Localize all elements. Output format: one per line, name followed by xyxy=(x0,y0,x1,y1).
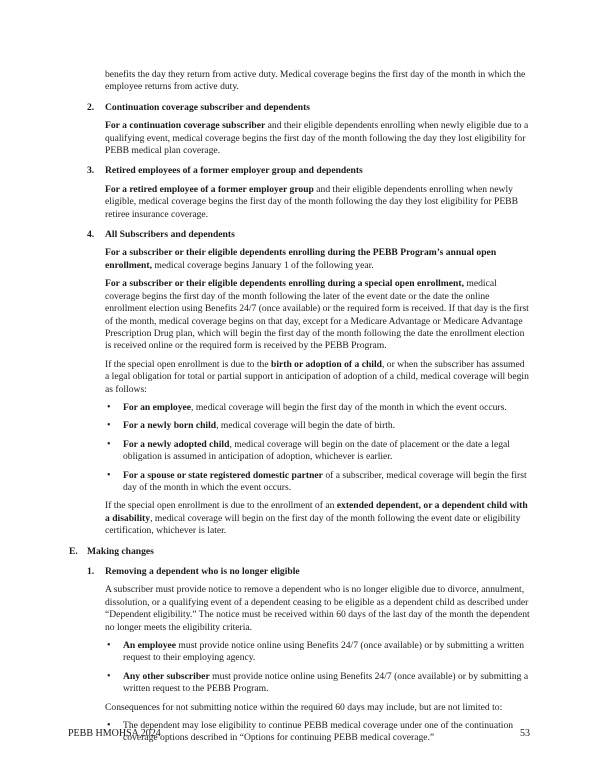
item-2-text: and their eligible dependents enrolling when newly eligible due to a qualifying event, medical coverage begins the first day of the month following the day they lost eligibility for PEBB medical plan coverage. xyxy=(105,120,529,157)
item-3-text: and their eligible dependents enrolling when newly eligible, medical coverage begins the first day of the month following the day they lost eligibility for PEBB retiree insurance coverage. xyxy=(105,183,518,220)
bullet-text: The dependent may lose eligibility to continue PEBB medical coverage under one of the continuation coverage options described in “Options for continuing PEBB medical coverage.” xyxy=(123,720,514,744)
section-e-1-title: Removing a dependent who is no longer eligible xyxy=(105,566,300,577)
section-e-1-number: 1. xyxy=(87,566,95,577)
item-4-p2-text: medical coverage begins the first day of the month following the later of the event date or the date the online enrollment election using Benefits 24/7 (once available) or the required form is received. If that day is the first of the month, medical coverage begins on that day, except for a Medicare Advantage or Medicare Advantage Prescription Drug plan, which will begin the first day of the month following the date the enrollment election is received online or the required form is received by the PEBB Program. xyxy=(105,278,529,352)
list-item xyxy=(105,439,530,464)
bullet-bold: For a newly adopted child xyxy=(123,438,230,450)
item-4-p3-pre: If the special open enrollment is due to the xyxy=(105,358,271,370)
item-4-p3-bold: birth or adoption of a child xyxy=(270,358,382,370)
section-e-consequence-list xyxy=(105,720,530,745)
page-number: 53 xyxy=(520,728,530,739)
item-2-number: 2. xyxy=(87,101,95,113)
item-2-bold: For a continuation coverage subscriber xyxy=(105,120,266,132)
item-3-number: 3. xyxy=(87,165,95,177)
item-4-special-enrollment xyxy=(105,278,530,352)
section-e-1-paragraph: A subscriber must provide notice to remove a dependent who is no longer eligible due to divorce, annulment, dissolution, or a qualifying event of a dependent ceasing to be eligible as a dependent child as described under “Dependent eligibility.” The notice must be received within 60 days of the last day of the month the dependent no longer meets the eligibility criteria. xyxy=(105,584,530,633)
bullet-bold: An employee xyxy=(123,640,177,652)
item-4-p4-bold: extended dependent, or a dependent child with a disability xyxy=(105,500,528,524)
item-2-heading xyxy=(68,102,530,114)
bullet-bold: Any other subscriber xyxy=(123,670,210,682)
bullet-icon: • xyxy=(107,720,111,732)
item-4-extended-dependent xyxy=(105,500,530,537)
section-e-consequences: Consequences for not submitting notice within the required 60 days may include, but are not limited to: xyxy=(105,701,503,713)
top-paragraph: benefits the day they return from active duty. Medical coverage begins the first day of the month in which the employee returns from active duty. xyxy=(105,69,526,93)
item-2-paragraph xyxy=(105,120,530,157)
list-item xyxy=(105,402,530,414)
bullet-icon: • xyxy=(107,420,111,432)
bullet-text: , medical coverage will begin on the date of placement or the date a legal obligation is assumed in anticipation of adoption, whichever is earlier. xyxy=(123,438,510,463)
item-2-title: Continuation coverage subscriber and dependents xyxy=(105,101,311,113)
section-e-bullet-list xyxy=(105,640,530,696)
item-3-paragraph xyxy=(105,184,530,221)
bullet-icon: • xyxy=(107,670,111,682)
footer-document-title: PEBB HMOHSA 2024 xyxy=(68,728,161,739)
item-4-p4-text: , medical coverage will begin on the first day of the month following the event date or eligibility certification, whichever is later. xyxy=(105,512,521,537)
item-3-heading xyxy=(68,165,530,177)
bullet-text: , medical coverage will begin the date of birth. xyxy=(216,420,396,432)
item-4-p1-bold: For a subscriber or their eligible dependents enrolling during the PEBB Program’s annual open enrollment, xyxy=(105,247,497,271)
bullet-text: , medical coverage will begin the first day of the month in which the event occurs. xyxy=(191,401,507,413)
bullet-icon: • xyxy=(107,469,111,481)
list-item xyxy=(105,420,530,432)
section-e-heading xyxy=(68,546,530,558)
item-4-p2-bold: For a subscriber or their eligible dependents enrolling during a special open enrollment, xyxy=(105,278,464,290)
item-3-title: Retired employees of a former employer group and dependents xyxy=(105,165,363,177)
bullet-icon: • xyxy=(107,438,111,450)
bullet-text: must provide notice online using Benefits 24/7 (once available) or by submitting a written request to their employing agency. xyxy=(123,640,524,664)
section-e-title: Making changes xyxy=(87,545,154,557)
item-4-birth-adoption xyxy=(105,359,530,396)
list-item xyxy=(105,640,530,665)
bullet-text: must provide notice online using Benefits 24/7 (once available) or by submitting a written request to the PEBB Program. xyxy=(123,670,529,695)
bullet-text: of a subscriber, medical coverage will begin the first day of the month in which the event occurs. xyxy=(123,469,527,493)
item-4-number: 4. xyxy=(87,229,95,241)
bullet-bold: For a newly born child xyxy=(123,420,217,432)
section-e-1-heading xyxy=(68,566,530,578)
bullet-bold: For an employee xyxy=(123,401,192,413)
item-4-p3-text: , or when the subscriber has assumed a legal obligation for total or partial support in anticipation of adoption of a child, medical coverage will begin as follows: xyxy=(105,358,529,395)
list-item xyxy=(105,671,530,696)
item-4-heading xyxy=(68,229,530,241)
list-item xyxy=(105,720,530,745)
item-4-bullet-list xyxy=(105,402,530,494)
item-4-p1-text: medical coverage begins January 1 of the following year. xyxy=(152,259,374,271)
item-4-open-enrollment xyxy=(105,247,530,272)
item-4-p4-pre: If the special open enrollment is due to the enrollment of an xyxy=(105,500,337,512)
page-content xyxy=(68,69,530,745)
bullet-icon: • xyxy=(107,401,111,413)
bullet-bold: For a spouse or state registered domestic partner xyxy=(123,469,323,481)
item-3-bold: For a retired employee of a former employer group xyxy=(105,183,314,195)
bullet-icon: • xyxy=(107,640,111,652)
item-4-title: All Subscribers and dependents xyxy=(105,229,235,241)
section-e-letter: E. xyxy=(69,545,78,557)
list-item xyxy=(105,470,530,495)
